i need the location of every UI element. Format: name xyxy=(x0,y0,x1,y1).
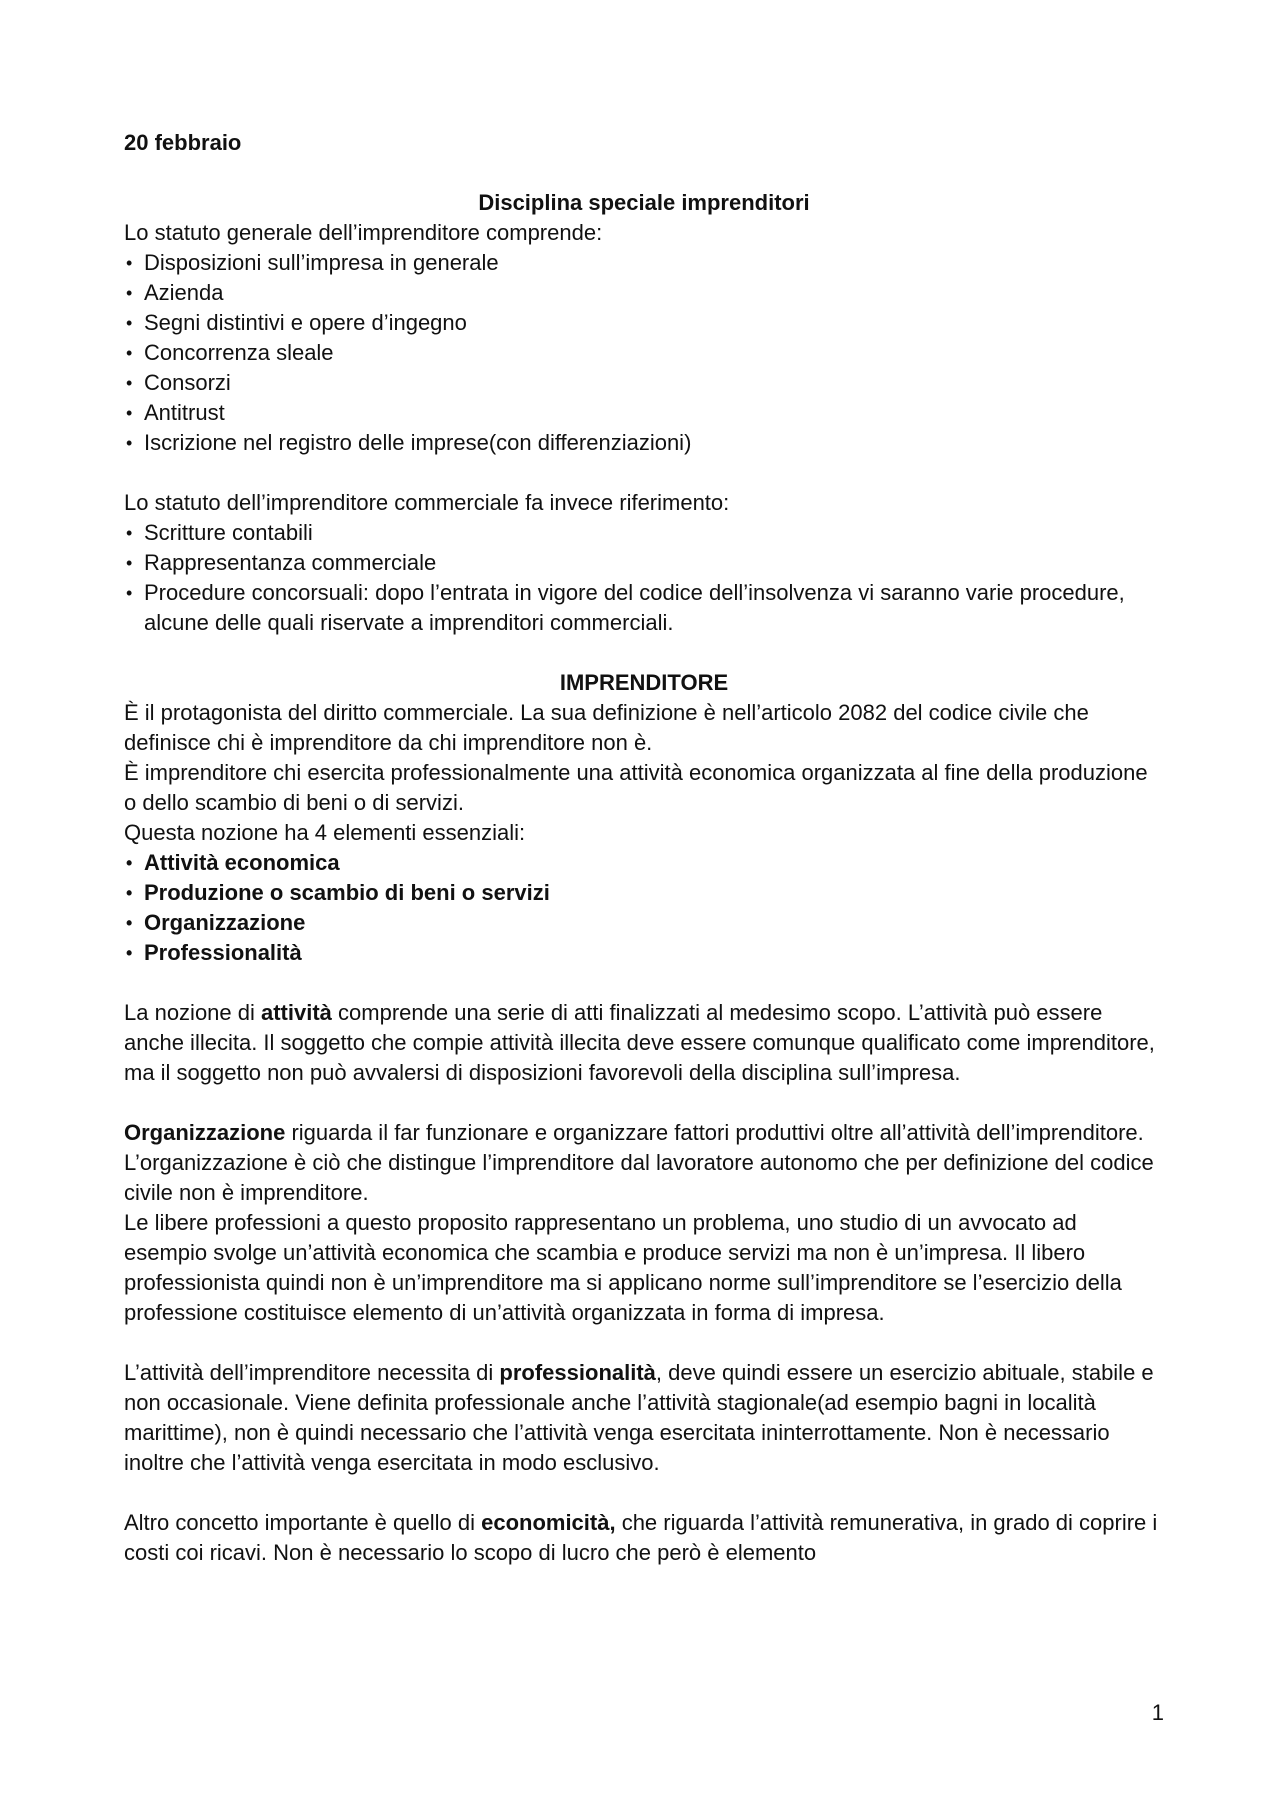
text-run: La nozione di xyxy=(124,1000,261,1025)
text-run: comprende una serie di atti finalizzati al medesimo scopo. L’attività può essere anche illecita. Il soggetto che compie attività illecita deve essere comunque qualificato come imprenditore, ma il soggetto non può avvalersi di disposizioni favorevoli della disciplina sull’impresa. xyxy=(124,1000,1155,1085)
bold-term: economicità, xyxy=(481,1510,616,1535)
list-item: • Consorzi xyxy=(124,368,1164,398)
list-item: • Rappresentanza commerciale xyxy=(124,548,1164,578)
list-item: • Procedure concorsuali: dopo l’entrata in vigore del codice dell’insolvenza vi saranno varie procedure, alcune delle quali riservate a imprenditori commerciali. xyxy=(124,578,1164,638)
list-item: • Iscrizione nel registro delle imprese(con differenziazioni) xyxy=(124,428,1164,458)
list-item: • Disposizioni sull’impresa in generale xyxy=(124,248,1164,278)
text-run: che riguarda l’attività remunerativa, in grado di coprire i costi coi ricavi. Non è necessario lo scopo di lucro che però è elemento xyxy=(124,1510,1158,1565)
page-number: 1 xyxy=(1151,1700,1164,1725)
list-item: • Organizzazione xyxy=(124,908,1164,938)
paragraph-professionalita xyxy=(124,1358,1164,1478)
bold-term: attività xyxy=(261,1000,332,1025)
statuto-generale-intro: Lo statuto generale dell’imprenditore comprende: xyxy=(124,220,603,245)
paragraph-attivita xyxy=(124,998,1164,1088)
paragraph-elementi-intro: Questa nozione ha 4 elementi essenziali: xyxy=(124,820,526,845)
spacer xyxy=(124,638,1164,668)
bold-term: Organizzazione xyxy=(124,1120,286,1145)
list-item: • Antitrust xyxy=(124,398,1164,428)
list-item: • Attività economica xyxy=(124,848,1164,878)
paragraph-definizione: È imprenditore chi esercita professionalmente una attività economica organizzata al fine della produzione o dello scambio di beni o di servizi. xyxy=(124,760,1148,815)
statuto-commerciale-intro: Lo statuto dell’imprenditore commerciale fa invece riferimento: xyxy=(124,490,730,515)
list-item: • Produzione o scambio di beni o servizi xyxy=(124,878,1164,908)
paragraph-economicita xyxy=(124,1508,1164,1568)
section-title-imprenditore: IMPRENDITORE xyxy=(559,670,729,695)
text-run: Altro concetto importante è quello di xyxy=(124,1510,482,1535)
spacer xyxy=(124,1328,1164,1358)
paragraph-organizzazione xyxy=(124,1118,1164,1208)
spacer xyxy=(124,1088,1164,1118)
spacer xyxy=(124,458,1164,488)
statuto-commerciale-list xyxy=(124,518,1164,638)
text-run: L’attività dell’imprenditore necessita di xyxy=(124,1360,500,1385)
spacer xyxy=(124,968,1164,998)
bold-term: professionalità xyxy=(499,1360,656,1385)
spacer xyxy=(124,1478,1164,1508)
page-content xyxy=(124,128,1164,1568)
paragraph-libere-professioni: Le libere professioni a questo proposito rappresentano un problema, uno studio di un avvocato ad esempio svolge un’attività economica che scambia e produce servizi ma non è un’impresa. Il libero professionista quindi non è un’imprenditore ma si applicano norme sull’imprenditore se l’esercizio della professione costituisce elemento di un’attività organizzata in forma di impresa. xyxy=(124,1210,1122,1325)
text-run: riguarda il far funzionare e organizzare fattori produttivi oltre all’attività dell’imprenditore. L’organizzazione è ciò che distingue l’imprenditore dal lavoratore autonomo che per definizione del codice civile non è imprenditore. xyxy=(124,1120,1154,1205)
list-item: • Professionalità xyxy=(124,938,1164,968)
date-heading: 20 febbraio xyxy=(124,130,242,155)
section-title-disciplina: Disciplina speciale imprenditori xyxy=(478,190,810,215)
list-item: • Segni distintivi e opere d’ingegno xyxy=(124,308,1164,338)
paragraph-protagonista: È il protagonista del diritto commerciale. La sua definizione è nell’articolo 2082 del codice civile che definisce chi è imprenditore da chi imprenditore non è. xyxy=(124,700,1089,755)
statuto-generale-list xyxy=(124,248,1164,458)
list-item: • Scritture contabili xyxy=(124,518,1164,548)
elementi-essenziali-list xyxy=(124,848,1164,968)
list-item: • Azienda xyxy=(124,278,1164,308)
list-item: • Concorrenza sleale xyxy=(124,338,1164,368)
text-run: , deve quindi essere un esercizio abituale, stabile e non occasionale. Viene definita professionale anche l’attività stagionale(ad esempio bagni in località marittime), non è quindi necessario che l’attività venga esercitata ininterrottamente. Non è necessario inoltre che l’attività venga esercitata in modo esclusivo. xyxy=(124,1360,1154,1475)
